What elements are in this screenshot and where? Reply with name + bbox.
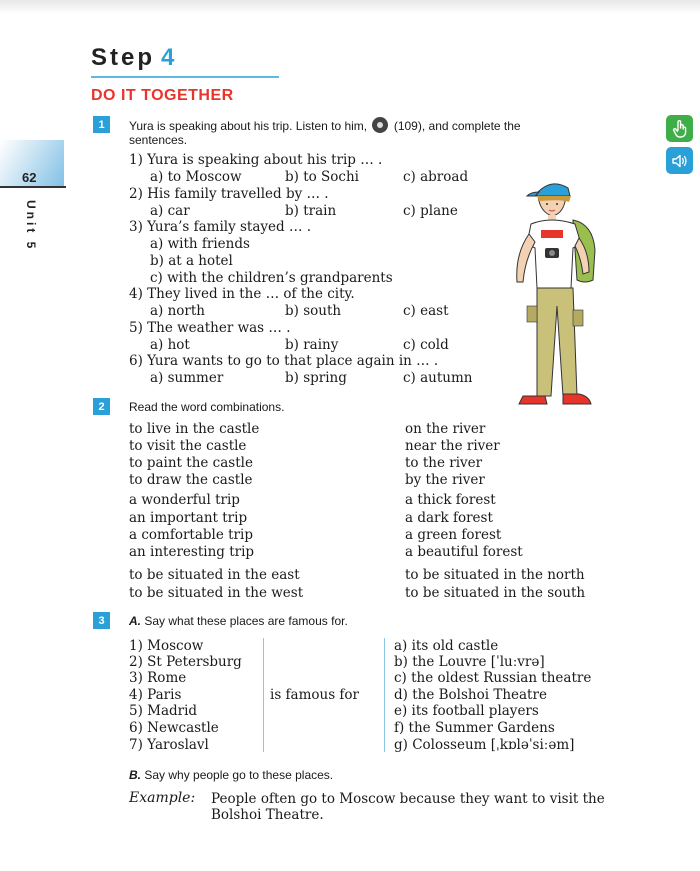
ex1-item-stem: 2) His family travelled by … . [129, 186, 329, 202]
ex1-instruction-text-2: and complete the [428, 119, 521, 133]
example-label: Example: [129, 790, 196, 806]
exercise-3-part-a [129, 614, 348, 628]
fact-item: c) the oldest Russian theatre [394, 670, 592, 686]
fact-item: b) the Louvre [ˈluːvrə] [394, 654, 545, 670]
ex1-item-stem: 5) The weather was … . [129, 320, 291, 336]
touch-button[interactable] [666, 115, 693, 142]
word-combination: an important trip [129, 510, 248, 526]
is-famous-for: is famous for [270, 687, 360, 703]
ex1-option: b) at a hotel [150, 253, 233, 269]
ex1-option: a) to Moscow [150, 169, 242, 185]
ex1-option: b) to Sochi [285, 169, 359, 185]
word-combination: a thick forest [405, 492, 496, 508]
step-word: Step [91, 44, 156, 71]
word-combination: to be situated in the south [405, 585, 586, 601]
column-divider-right [384, 638, 385, 752]
place-item: 1) Moscow [129, 638, 204, 654]
ex1-option: c) abroad [403, 169, 469, 185]
place-item: 5) Madrid [129, 703, 198, 719]
ex1-option: a) hot [150, 337, 190, 353]
page-top-shadow [0, 0, 700, 14]
audio-button[interactable] [666, 147, 693, 174]
word-combination: an interesting trip [129, 544, 255, 560]
part-b-label: B. [129, 768, 141, 782]
ex1-option: c) plane [403, 203, 458, 219]
place-item: 6) Newcastle [129, 720, 219, 736]
ex1-option: b) south [285, 303, 342, 319]
fact-item: a) its old castle [394, 638, 499, 654]
exercise-3-badge: 3 [93, 612, 110, 629]
word-combination: to be situated in the west [129, 585, 304, 601]
step-number: 4 [161, 44, 178, 71]
word-combination: to draw the castle [129, 472, 253, 488]
place-item: 7) Yaroslavl [129, 737, 209, 753]
fact-item: e) its football players [394, 703, 539, 719]
ex1-instruction-text: Yura is speaking about his trip. Listen to him, [129, 119, 368, 133]
word-combination: a wonderful trip [129, 492, 240, 508]
word-combination: a beautiful forest [405, 544, 523, 560]
word-combination: to live in the castle [129, 421, 260, 437]
word-combination: a dark forest [405, 510, 493, 526]
ex1-option: c) with the children’s grandparents [150, 270, 393, 286]
word-combination: to be situated in the east [129, 567, 300, 583]
word-combination: to paint the castle [129, 455, 253, 471]
part-a-text: Say what these places are famous for. [144, 614, 348, 628]
step-title [91, 44, 177, 72]
ex1-option: a) with friends [150, 236, 250, 252]
part-b-text: Say why people go to these places. [144, 768, 334, 782]
word-combination: by the river [405, 472, 485, 488]
part-a-label: A. [129, 614, 141, 628]
place-item: 3) Rome [129, 670, 187, 686]
word-combination: a comfortable trip [129, 527, 253, 543]
fact-item: f) the Summer Gardens [394, 720, 555, 736]
audio-disc-icon[interactable] [372, 117, 388, 133]
ex1-option: b) rainy [285, 337, 339, 353]
speaker-icon [671, 153, 689, 169]
word-combination: on the river [405, 421, 486, 437]
word-combination: to be situated in the north [405, 567, 585, 583]
ex1-option: c) east [403, 303, 449, 319]
ex1-option: c) cold [403, 337, 449, 353]
exercise-1-badge: 1 [93, 116, 110, 133]
example-line-1: People often go to Moscow because they want to visit the [211, 791, 605, 807]
column-divider-left [263, 638, 264, 752]
word-combination: near the river [405, 438, 500, 454]
ex1-option: b) train [285, 203, 337, 219]
hand-pointer-icon [672, 120, 688, 138]
exercise-3-part-b [129, 768, 333, 782]
place-item: 4) Paris [129, 687, 182, 703]
ex1-item-stem: 1) Yura is speaking about his trip … . [129, 152, 383, 168]
boy-tourist-illustration [505, 178, 615, 418]
ex1-option: c) autumn [403, 370, 473, 386]
ex1-option: a) north [150, 303, 206, 319]
track-number: (109), [393, 119, 426, 133]
unit-label: Unit 5 [24, 200, 38, 252]
exercise-2-instruction: Read the word combinations. [129, 400, 285, 414]
exercise-2-badge: 2 [93, 398, 110, 415]
ex1-option: a) summer [150, 370, 224, 386]
page-number: 62 [22, 170, 37, 185]
ex1-item-stem: 3) Yura’s family stayed … . [129, 219, 312, 235]
word-combination: a green forest [405, 527, 502, 543]
word-combination: to visit the castle [129, 438, 247, 454]
ex1-instruction-line2: sentences. [129, 133, 188, 147]
ex1-option: b) spring [285, 370, 347, 386]
step-underline [91, 76, 279, 78]
fact-item: g) Colosseum [ˌkɒləˈsiːəm] [394, 737, 575, 753]
side-divider [0, 186, 66, 188]
place-item: 2) St Petersburg [129, 654, 242, 670]
ex1-item-stem: 6) Yura wants to go to that place again in … . [129, 353, 439, 369]
exercise-1-instruction [129, 117, 614, 147]
ex1-option: a) car [150, 203, 190, 219]
fact-item: d) the Bolshoi Theatre [394, 687, 547, 703]
ex1-item-stem: 4) They lived in the … of the city. [129, 286, 355, 302]
section-heading: DO IT TOGETHER [91, 87, 234, 104]
example-line-2: Bolshoi Theatre. [211, 807, 324, 823]
word-combination: to the river [405, 455, 483, 471]
